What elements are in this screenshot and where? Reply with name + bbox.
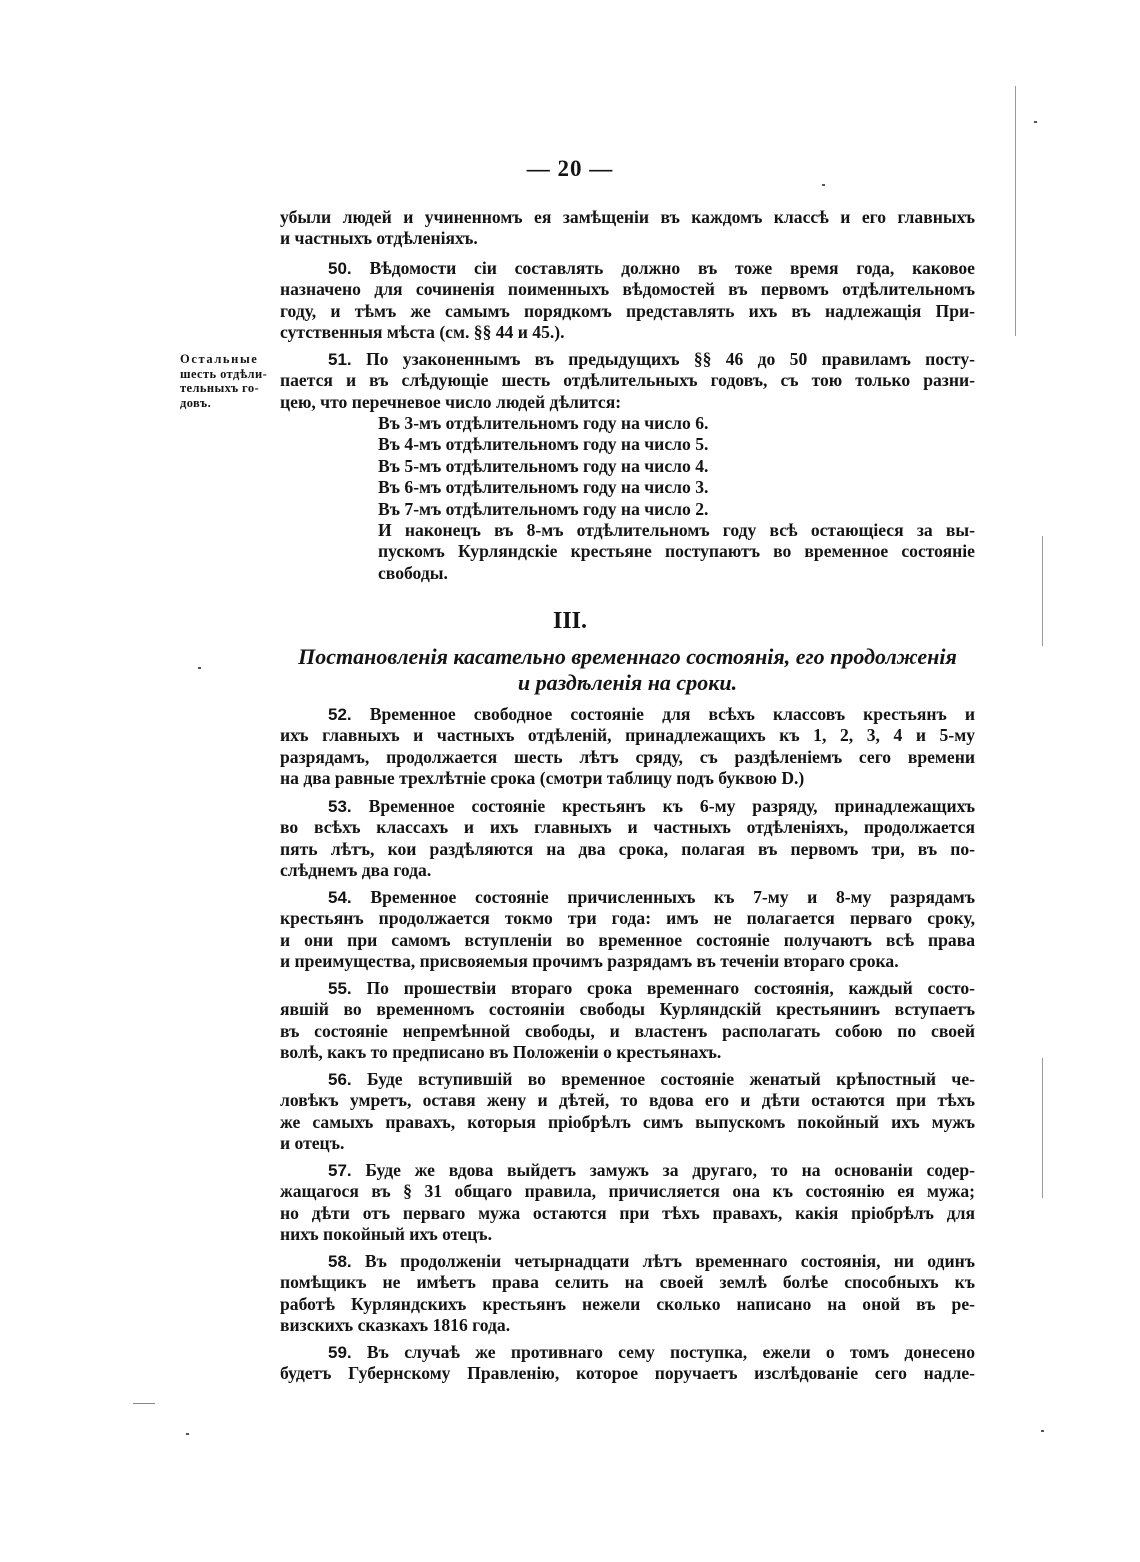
text-line: визскихъ сказкахъ 1816 года. (280, 1315, 511, 1336)
paragraph-51 (280, 349, 975, 413)
text-line: И наконецъ въ 8-мъ отдѣлительномъ году всѣ остающіеся за вы- (378, 520, 975, 540)
text-line: волѣ, какъ то предписано въ Положеніи о крестьянахъ. (280, 1042, 722, 1063)
division-list (378, 413, 975, 520)
paragraph-number: 54. (328, 888, 352, 907)
page-number: — 20 — (526, 156, 614, 181)
paragraph-57 (280, 1160, 975, 1246)
scan-speck (1041, 1430, 1044, 1432)
paragraph-number: 58. (328, 1252, 352, 1271)
paragraph-53 (280, 796, 975, 882)
margin-note (180, 352, 276, 410)
paragraph-56 (280, 1069, 975, 1155)
section-number: III. (552, 608, 588, 634)
paragraph-52 (280, 704, 975, 790)
text-line: будетъ Губернскому Правленію, которое поручаетъ изслѣдованіе сего надле- (280, 1363, 975, 1384)
text-line: 56. Буде вступившій во временное состояніе женатый крѣпостный че- (328, 1069, 975, 1089)
text-line: и отецъ. (280, 1133, 345, 1154)
paragraph-number: 53. (328, 797, 352, 816)
text-line: цею, что перечневое число людей дѣлится: (280, 391, 622, 412)
paragraph-59 (280, 1342, 975, 1385)
text-line: 58. Въ продолженіи четырнадцати лѣтъ временнаго состоянія, ни одинъ (328, 1251, 975, 1271)
scan-speck (133, 1403, 155, 1404)
paragraph-number: 59. (328, 1343, 352, 1362)
text-line: назначено для сочиненія поименныхъ вѣдомостей въ первомъ отдѣлительномъ (280, 279, 975, 300)
list-item: Въ 6-мъ отдѣлительномъ году на число 3. (378, 477, 709, 498)
text-line: но дѣти отъ перваго мужа остаются при тѣхъ правахъ, какія пріобрѣлъ для (280, 1202, 975, 1223)
paragraph-number: 52. (328, 705, 352, 724)
scan-edge-line (1015, 86, 1016, 336)
scan-speck (198, 667, 201, 669)
text-line: и частныхъ отдѣленіяхъ. (280, 228, 478, 249)
margin-note-line: довъ. (180, 395, 212, 410)
text-line: разрядамъ, продолжается шесть лѣтъ сряду, съ раздѣленіемъ сего времени (280, 746, 975, 767)
list-item: Въ 7-мъ отдѣлительномъ году на число 2. (378, 498, 709, 519)
text-line: во всѣхъ классахъ и ихъ главныхъ и частныхъ отдѣленіяхъ, продолжается (280, 817, 975, 838)
text-line: явшій во временномъ состояніи свободы Курляндскій крестьянинъ вступаетъ (280, 999, 975, 1020)
paragraph-number: 55. (328, 979, 352, 998)
final-sentence-51 (378, 520, 975, 584)
paragraph-number: 56. (328, 1070, 352, 1089)
section-title-line: и раздѣленія на сроки. (517, 670, 738, 695)
text-line: свободы. (378, 562, 448, 583)
list-item: Въ 3-мъ отдѣлительномъ году на число 6. (378, 413, 709, 433)
paragraph-58 (280, 1251, 975, 1337)
paragraph-55 (280, 978, 975, 1064)
paragraph-number: 51. (328, 350, 352, 369)
list-item: Въ 4-мъ отдѣлительномъ году на число 5. (378, 434, 709, 455)
text-line: 53. Временное состояніе крестьянъ къ 6-му разряду, принадлежащихъ (328, 796, 976, 816)
text-line: 51. По узаконеннымъ въ предыдущихъ §§ 46 до 50 правиламъ посту- (328, 349, 975, 369)
scan-speck (1034, 121, 1037, 123)
continuation-paragraph (280, 207, 975, 250)
text-line: 54. Временное состояніе причисленныхъ къ 7-му и 8-му разрядамъ (328, 887, 975, 907)
text-line: и они при самомъ вступленіи во временное состояніе получаютъ всѣ права (280, 929, 975, 950)
margin-note-line: тельныхъ го- (180, 381, 260, 395)
section-title-line: Постановленія касательно временнаго состоянія, его продолженія (298, 644, 957, 669)
text-line: году, и тѣмъ же самымъ порядкомъ представлять ихъ въ надлежащія При- (280, 300, 975, 321)
text-line: убыли людей и учиненномъ ея замѣщеніи въ каждомъ классѣ и его главныхъ (280, 207, 975, 227)
paragraph-50 (280, 258, 975, 344)
text-line: пять лѣтъ, кои раздѣляются на два срока, полагая въ первомъ три, въ по- (280, 838, 975, 859)
scan-speck (822, 184, 825, 186)
section-title (280, 644, 975, 696)
text-line: пается и въ слѣдующіе шесть отдѣлительныхъ годовъ, съ тою только разни- (280, 370, 975, 391)
margin-note-line: шесть отдѣли- (180, 366, 268, 381)
text-line: помѣщикъ не имѣетъ права селить на своей землѣ болѣе способныхъ къ (280, 1272, 975, 1293)
list-item: Въ 5-мъ отдѣлительномъ году на число 4. (378, 455, 709, 476)
text-line: 50. Вѣдомости сіи составлять должно въ тоже время года, каковое (328, 258, 975, 278)
margin-note-line: Остальные (180, 352, 259, 366)
text-line: 59. Въ случаѣ же противнаго сему поступка, ежели о томъ донесено (328, 1342, 975, 1362)
text-line: работѣ Курляндскихъ крестьянъ нежели сколько написано на оной въ ре- (280, 1293, 975, 1314)
paragraph-number: 50. (328, 259, 352, 278)
text-line: жащагося въ § 31 общаго правила, причисляется она къ состоянію ея мужа; (280, 1181, 975, 1202)
text-line: и преимущества, присвояемыя прочимъ разрядамъ въ теченіи втораго срока. (280, 951, 899, 972)
text-line: ловѣкъ умретъ, оставя жену и дѣтей, то вдова его и дѣти остаются при тѣхъ (280, 1090, 975, 1111)
text-line: крестьянъ продолжается токмо три года: имъ не полагается перваго сроку, (280, 908, 975, 929)
text-line: же самыхъ правахъ, которыя пріобрѣлъ симъ выпускомъ покойный ихъ мужъ (280, 1111, 975, 1132)
text-line: слѣднемъ два года. (280, 860, 432, 881)
paragraph-number: 57. (328, 1161, 352, 1180)
text-line: 57. Буде же вдова выйдетъ замужъ за другаго, то на основаніи содер- (328, 1160, 975, 1180)
paragraph-54 (280, 887, 975, 973)
text-line: 55. По прошествіи втораго срока временнаго состоянія, каждый состо- (328, 978, 975, 998)
text-line: на два равные трехлѣтніе срока (смотри таблицу подъ буквою D.) (280, 768, 805, 789)
text-line: ихъ главныхъ и частныхъ отдѣленій, принадлежащихъ къ 1, 2, 3, 4 и 5-му (280, 725, 975, 746)
text-line: сутственныя мѣста (см. §§ 44 и 45.). (280, 322, 565, 343)
scan-edge-line (1042, 536, 1043, 646)
scan-edge-line (1042, 1058, 1043, 1198)
text-line: пускомъ Курляндскіе крестьяне поступаютъ во временное состояніе (378, 541, 975, 562)
scan-speck (186, 1433, 189, 1435)
text-line: въ состояніе непремѣнной свободы, и властенъ располагать собою по своей (280, 1020, 975, 1041)
text-line: нихъ покойный ихъ отецъ. (280, 1224, 492, 1245)
text-line: 52. Временное свободное состояніе для всѣхъ классовъ крестьянъ и (328, 704, 975, 724)
